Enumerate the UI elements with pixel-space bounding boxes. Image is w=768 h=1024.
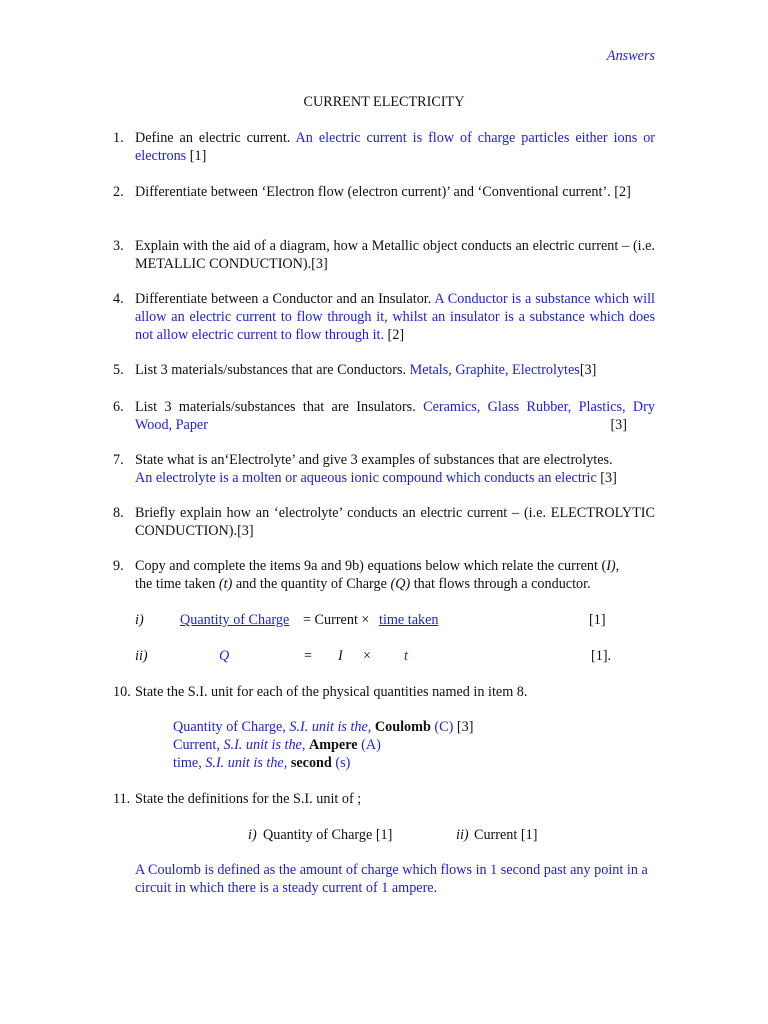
equation-text: I [338,648,343,664]
question-6 [113,398,655,434]
equation-text: = Current × [303,612,370,628]
answer-text: Q [219,648,230,664]
marks: [3] [579,362,597,378]
equation-row-2 [0,647,768,665]
question-text: Explain with the aid of a diagram, how a Metallic object conducts an electric current – (i.e. METALLIC CONDUCTION).[3] [135,238,655,272]
page-title: CURRENT ELECTRICITY [303,94,465,110]
question-9 [113,557,655,593]
coulomb-definition: A Coulomb is defined as the amount of charge which flows in 1 second past any point in a circuit in which there is a steady current of 1 ampere. [135,862,648,896]
question-text: List 3 materials/substances that are Insulators. [135,399,416,415]
question-number: 9. [113,558,124,574]
charge-symbol: (Q) [390,576,411,592]
item-label: ii) [135,648,148,664]
marks: [1]. [591,648,612,664]
answer-text: time taken [379,612,439,628]
item-label: ii) [456,827,469,843]
question-4 [113,290,655,344]
question-text: that flows through a conductor. [413,576,591,592]
current-symbol: I), [606,558,620,574]
answer-text: Ceramics, Glass Rubber, Plastics, Dry Wood, Paper [135,399,655,433]
question-number: 1. [113,130,124,146]
marks: [1] [589,612,606,628]
answer-text: Metals, Graphite, Electrolytes [409,362,580,378]
equation-row-1 [0,611,768,629]
question-text: Differentiate between a Conductor and an Insulator. [135,291,432,307]
question-text: State the definitions for the S.I. unit of ; [135,791,362,807]
marks: [2] [387,327,405,343]
definition-item: Current [1] [474,827,538,843]
answer-text: An electric current is flow of charge particles either ions or electrons [135,130,656,164]
question-3 [113,237,655,273]
marks: [3] [456,719,474,735]
question-text: Copy and complete the items 9a and 9b) equations below which relate the current ( [135,558,607,574]
equation-text: = [304,648,313,664]
time-symbol: (t) [218,576,233,592]
question-10 [113,683,655,701]
question-number: 6. [113,399,124,415]
unit-name: Coulomb [374,719,431,735]
answer-text: A Conductor is a substance which will allow an electric current to flow through it, whilst an insulator is a substance which does not allow electric current to flow through it. [135,291,655,343]
si-phrase: S.I. unit is the, [289,719,372,735]
question-11 [113,790,655,808]
question-1 [113,129,655,165]
item-label: i) [135,612,144,628]
question-text: List 3 materials/substances that are Conductors. [135,362,407,378]
question-text: Define an electric current. [135,130,291,146]
marks: [3] [600,470,617,486]
question-5 [113,361,655,379]
si-unit-answers [173,718,653,772]
unit-symbol: (s) [335,755,351,771]
unit-symbol: (C) [434,719,454,735]
question-number: 4. [113,291,124,307]
question-number: 5. [113,362,124,378]
si-phrase: S.I. unit is the, [223,737,306,753]
quantity-name: Quantity of Charge, [173,719,286,735]
equation-text: × [363,648,372,664]
answer-text: t [404,648,408,664]
definitions-row [0,826,768,844]
question-number: 7. [113,452,124,468]
si-unit-line [173,754,653,772]
question-number: 3. [113,238,124,254]
si-unit-line [173,718,653,736]
question-8 [113,504,655,540]
question-text: State what is an‘Electrolyte’ and give 3 examples of substances that are electrolytes. [135,452,613,468]
marks: [1] [189,148,207,164]
quantity-name: time, [173,755,202,771]
question-number: 10. [113,684,131,700]
question-text: Differentiate between ‘Electron flow (electron current)’ and ‘Conventional current’. [2] [135,184,631,200]
unit-name: second [290,755,332,771]
question-text: Briefly explain how an ‘electrolyte’ conducts an electric current – (i.e. ELECTROLYTIC CONDUCTION).[3] [135,505,655,539]
question-7 [113,451,655,487]
si-phrase: S.I. unit is the, [205,755,288,771]
answers-header: Answers [606,48,655,64]
question-text: the time taken [135,576,216,592]
question-text: and the quantity of Charge [235,576,387,592]
question-2 [113,183,655,201]
question-number: 2. [113,184,124,200]
definition-item: Quantity of Charge [1] [263,827,393,843]
marks: [3] [610,417,627,433]
answer-text: Quantity of Charge [180,612,290,628]
quantity-name: Current, [173,737,220,753]
question-number: 11. [113,791,131,807]
question-text: State the S.I. unit for each of the physical quantities named in item 8. [135,684,528,700]
si-unit-line [173,736,653,754]
answer-text: An electrolyte is a molten or aqueous ionic compound which conducts an electric [135,470,597,486]
unit-symbol: (A) [361,737,381,753]
unit-name: Ampere [308,737,358,753]
item-label: i) [248,827,257,843]
question-number: 8. [113,505,124,521]
